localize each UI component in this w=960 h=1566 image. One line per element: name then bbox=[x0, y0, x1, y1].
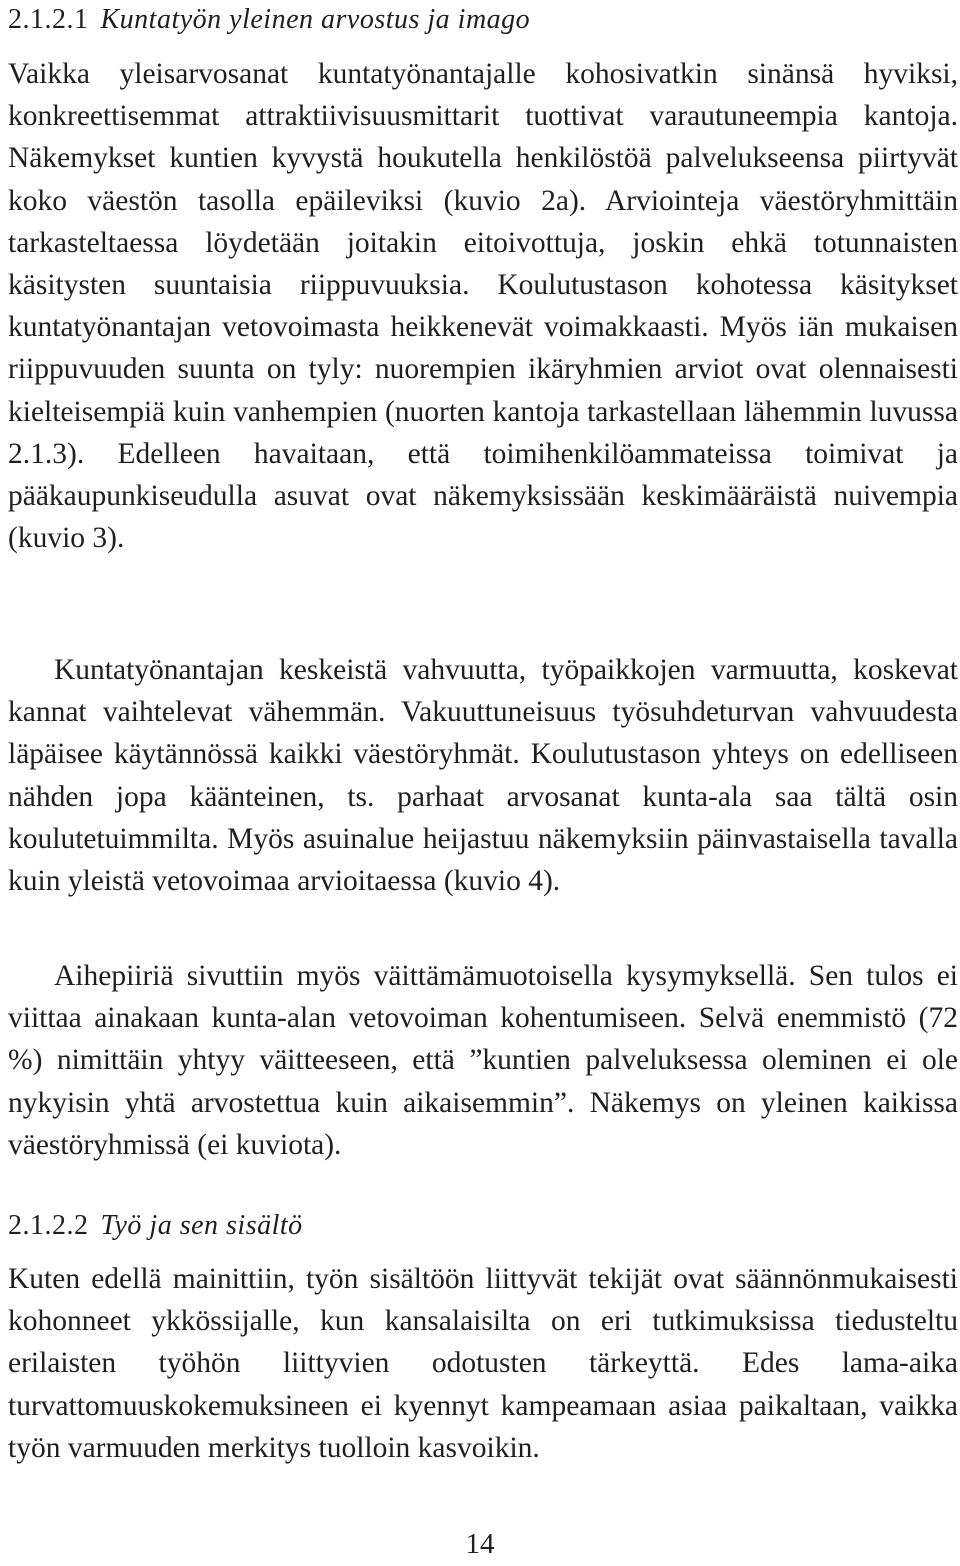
paragraph-3: Aihepiiriä sivuttiin myös väittämämuotoisella kysymyksellä. Sen tulos ei viittaa ainakaan kunta-alan vetovoiman kohentumiseen. Selvä enemmistö (72 %) nimittäin yhtyy väitteeseen, että ”kuntien palveluksessa oleminen ei ole nykyisin yhtä arvostettua kuin aikaisemmin”. Näkemys on yleinen kaikissa väestöryhmissä (ei kuviota). bbox=[8, 960, 958, 1161]
section-number: 2.1.2.1 bbox=[8, 4, 89, 35]
section-number: 2.1.2.2 bbox=[8, 1210, 89, 1241]
paragraph-4: Kuten edellä mainittiin, työn sisältöön liittyvät tekijät ovat säännönmukaisesti kohonneet ykkössijalle, kun kansalaisilta on eri tutkimuksissa tiedusteltu erilaisten työhön liittyvien odotusten tärkeyttä. Edes lama-aika turvattomuuskokemuksineen ei kyennyt kampeamaan asiaa paikaltaan, vaikka työn varmuuden merkitys tuolloin kasvoikin. bbox=[8, 1263, 958, 1464]
paragraph-1: Vaikka yleisarvosanat kuntatyönantajalle kohosivatkin sinänsä hyviksi, konkreettisemmat attraktiivisuusmittarit tuottivat varautuneempia kantoja. Näkemykset kuntien kyvystä houkutella henkilöstöä palvelukseensa piirtyvät koko väestön tasolla epäileviksi (kuvio 2a). Arviointeja väestöryhmittäin tarkasteltaessa löydetään joitakin eitoivottuja, joskin ehkä totunnaisten käsitysten suuntaisia riippuvuuksia. Koulutustason kohotessa käsitykset kuntatyönantajan vetovoimasta heikkenevät voimakkaasti. Myös iän mukaisen riippuvuuden suunta on tyly: nuorempien ikäryhmien arviot ovat olennaisesti kielteisempiä kuin vanhempien (nuorten kantoja tarkastellaan lähemmin luvussa 2.1.3). Edelleen havaitaan, että toimihenkilöammateissa toimivat ja pääkaupunkiseudulla asuvat ovat näkemyksissään keskimääräistä nuivempia (kuvio 3). bbox=[8, 58, 958, 555]
section-heading-2-1-2-1 bbox=[8, 0, 530, 40]
section-title: Työ ja sen sisältö bbox=[100, 1210, 303, 1241]
section-heading-2-1-2-2 bbox=[8, 1206, 303, 1246]
page-number: 14 bbox=[465, 1528, 495, 1560]
section-title: Kuntatyön yleinen arvostus ja imago bbox=[100, 4, 531, 35]
paragraph-2: Kuntatyönantajan keskeistä vahvuutta, työpaikkojen varmuutta, koskevat kannat vaihtelevat vähemmän. Vakuuttuneisuus työsuhdeturvan vahvuudesta läpäisee käytännössä kaikki väestöryhmät. Koulutustason yhteys on edelliseen nähden jopa käänteinen, ts. parhaat arvosanat kunta-ala saa tältä osin koulutetuimmilta. Myös asuinalue heijastuu näkemyksiin päinvastaisella tavalla kuin yleistä vetovoimaa arvioitaessa (kuvio 4). bbox=[8, 654, 958, 898]
